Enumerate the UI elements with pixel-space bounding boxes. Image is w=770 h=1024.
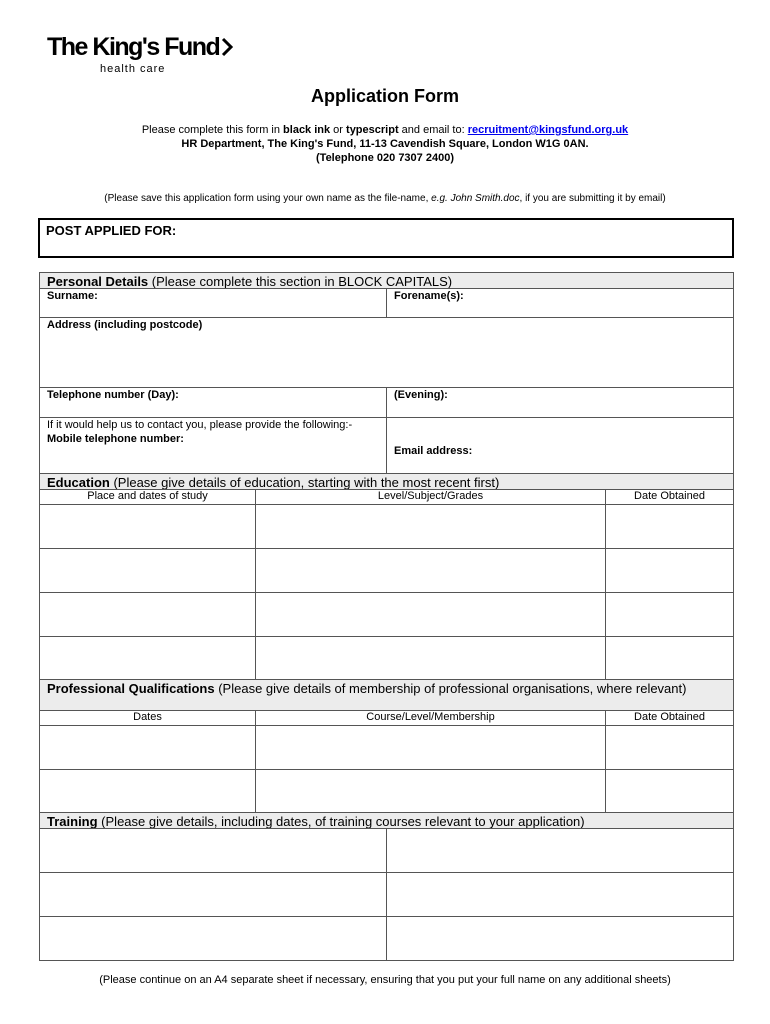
typescript-text: typescript — [346, 124, 399, 136]
professional-col-date: Date Obtained — [605, 710, 734, 726]
intro-address: HR Department, The King's Fund, 11-13 Cavendish Square, London W1G 0AN. — [181, 138, 589, 150]
professional-cell[interactable] — [605, 725, 734, 770]
personal-details-heading — [39, 272, 734, 289]
education-heading-text: Education — [47, 475, 110, 490]
professional-cell[interactable] — [255, 725, 606, 770]
black-ink-text: black ink — [283, 124, 331, 136]
education-cell[interactable] — [39, 592, 256, 637]
professional-heading — [39, 679, 734, 711]
education-cell[interactable] — [39, 636, 256, 680]
professional-cell[interactable] — [605, 769, 734, 813]
professional-heading-note: (Please give details of membership of professional organisations, where relevant) — [214, 681, 687, 696]
training-heading — [39, 812, 734, 829]
post-applied-field[interactable] — [38, 218, 734, 258]
mobile-field[interactable] — [39, 417, 387, 474]
email-label: Email address: — [394, 445, 473, 457]
education-col-level: Level/Subject/Grades — [255, 489, 606, 505]
footer-note: (Please continue on an A4 separate sheet if necessary, ensuring that you put your full name on any additional sheets) — [99, 974, 671, 986]
post-applied-label: POST APPLIED FOR: — [46, 223, 177, 238]
education-cell[interactable] — [255, 636, 606, 680]
training-cell[interactable] — [386, 872, 734, 917]
tel-evening-field[interactable] — [386, 387, 734, 418]
training-cell[interactable] — [39, 872, 387, 917]
tel-day-label: Telephone number (Day): — [47, 389, 179, 401]
training-cell[interactable] — [386, 916, 734, 961]
intro-text: Please complete this form in — [141, 124, 284, 136]
save-note-text: (Please save this application form using your own name as the file-name, — [104, 193, 432, 204]
education-cell[interactable] — [39, 504, 256, 549]
intro-line-1 — [0, 123, 770, 137]
education-cell[interactable] — [39, 548, 256, 593]
contact-help-text: If it would help us to contact you, please provide the following:- — [47, 419, 353, 431]
save-note-example: e.g. John Smith.doc — [431, 193, 520, 204]
intro-telephone: (Telephone 020 7307 2400) — [316, 152, 454, 164]
professional-cell[interactable] — [39, 769, 256, 813]
surname-label: Surname: — [47, 290, 98, 302]
professional-col-course: Course/Level/Membership — [255, 710, 606, 726]
education-cell[interactable] — [255, 548, 606, 593]
education-cell[interactable] — [605, 504, 734, 549]
save-note — [0, 193, 770, 204]
training-heading-note: (Please give details, including dates, of training courses relevant to your application) — [97, 814, 585, 829]
education-cell[interactable] — [255, 504, 606, 549]
intro-or: or — [330, 124, 347, 136]
save-note-tail: , if you are submitting it by email) — [519, 193, 666, 204]
surname-field[interactable] — [39, 288, 387, 318]
training-cell[interactable] — [39, 916, 387, 961]
education-cell[interactable] — [605, 592, 734, 637]
education-col-place: Place and dates of study — [39, 489, 256, 505]
tel-evening-label: (Evening): — [394, 389, 448, 401]
education-heading-note: (Please give details of education, starting with the most recent first) — [109, 475, 500, 490]
mobile-label: Mobile telephone number: — [47, 433, 184, 445]
personal-heading-note: (Please complete this section in BLOCK CAPITALS) — [148, 274, 453, 289]
education-cell[interactable] — [605, 636, 734, 680]
intro-email-text: and email to: — [398, 124, 468, 136]
email-field[interactable] — [386, 417, 734, 474]
forename-label: Forename(s): — [394, 290, 464, 302]
training-cell[interactable] — [39, 828, 387, 873]
training-heading-text: Training — [47, 814, 98, 829]
education-col-date: Date Obtained — [605, 489, 734, 505]
forename-field[interactable] — [386, 288, 734, 318]
professional-col-dates: Dates — [39, 710, 256, 726]
personal-heading-text: Personal Details — [47, 274, 149, 289]
education-cell[interactable] — [605, 548, 734, 593]
tel-day-field[interactable] — [39, 387, 387, 418]
professional-heading-text: Professional Qualifications — [47, 681, 215, 696]
training-cell[interactable] — [386, 828, 734, 873]
recruitment-email-link[interactable]: recruitment@kingsfund.org.uk — [467, 124, 629, 136]
education-heading — [39, 473, 734, 490]
chevron-right-icon — [221, 37, 233, 57]
address-field[interactable] — [39, 317, 734, 388]
professional-cell[interactable] — [39, 725, 256, 770]
professional-cell[interactable] — [255, 769, 606, 813]
kings-fund-logo — [47, 33, 233, 61]
logo-name: The King's Fund — [47, 33, 220, 61]
address-label: Address (including postcode) — [47, 319, 203, 331]
education-cell[interactable] — [255, 592, 606, 637]
page-title: Application Form — [311, 86, 459, 106]
logo-subtitle: health care — [100, 63, 166, 75]
